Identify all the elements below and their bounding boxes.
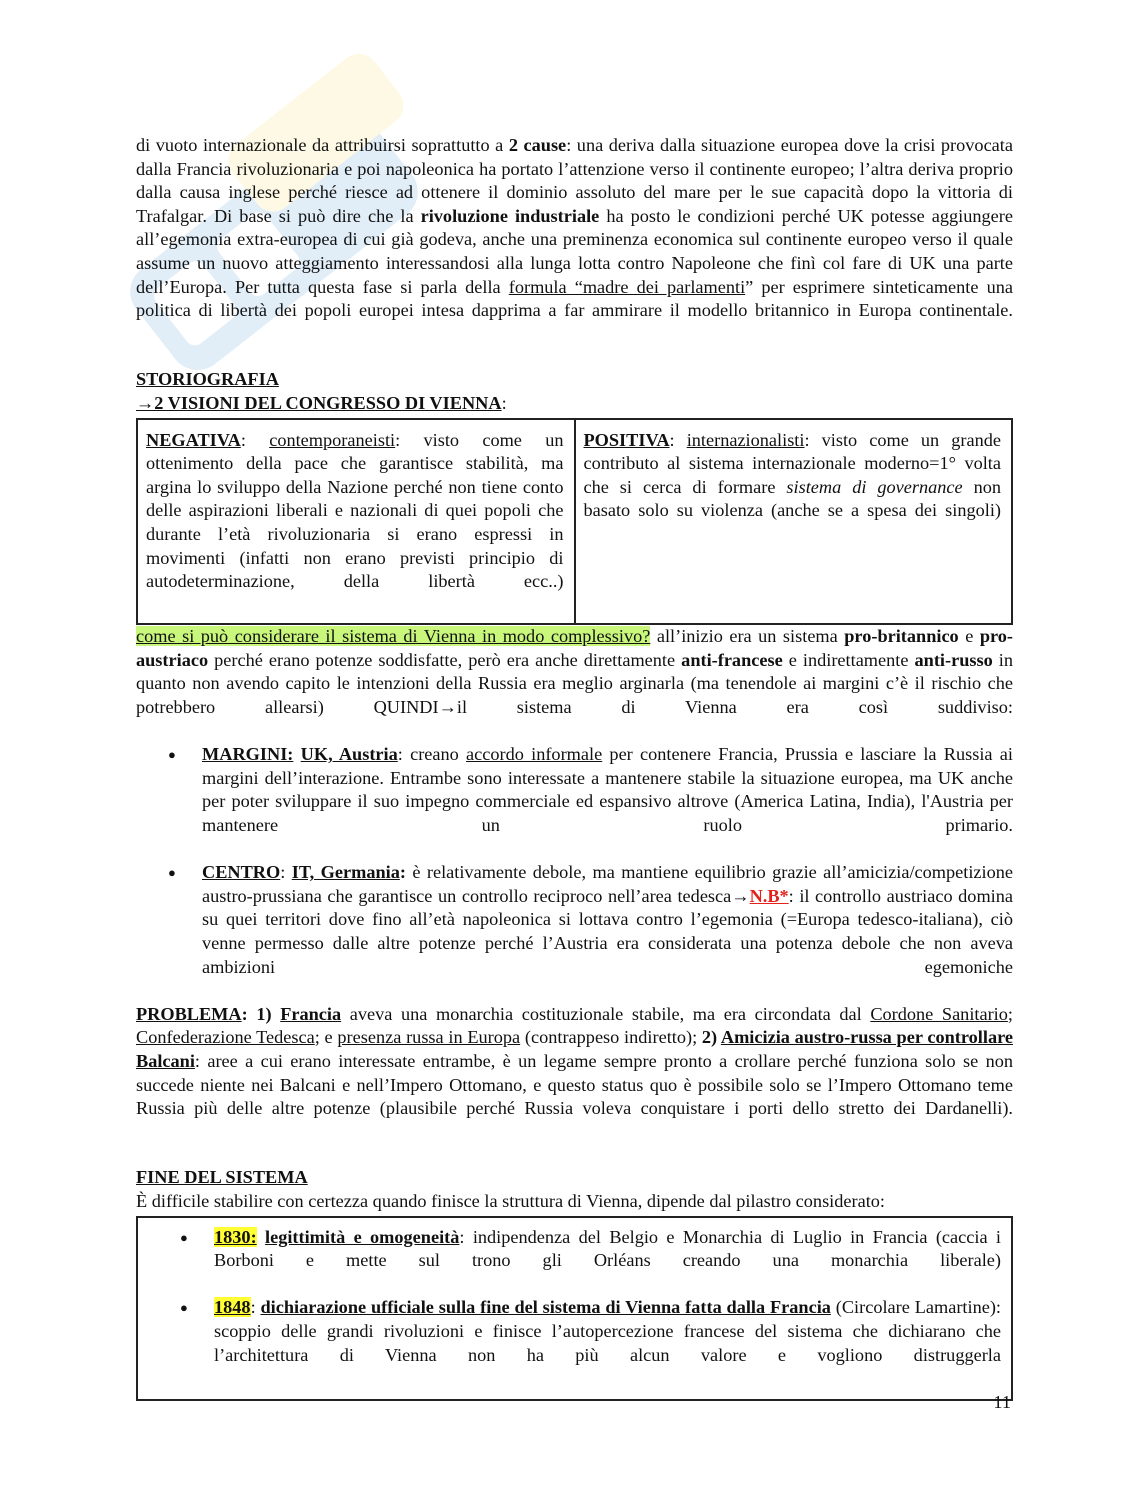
fine-list (148, 1226, 1001, 1391)
fine-box (136, 1216, 1013, 1401)
document-page (136, 134, 1013, 1401)
storiografia-subheading: →2 VISIONI DEL CONGRESSO DI VIENNA: (136, 392, 507, 413)
problema-paragraph: PROBLEMA: 1) Francia aveva una monarchia costituzionale stabile, ma era circondata dal Cordone Sanitario; Confederazione Tedesca; e presenza russa in Europa (contrappeso indiretto); 2) Amicizia austro-russa per controllare Balcani: aree a cui erano interessate entrambe, è un legame sempre pronto a crollare perché funziona solo se non succede niente nei Balcani e nell’Impero Ottomano, e questo status quo è possibile solo se l’Impero Ottomano teme Russia più delle altre potenze (plausibile perché Russia voleva conquistare i porti dello stretto dei Dardanelli). (136, 1003, 1013, 1119)
intro-paragraph: di vuoto internazionale da attribuirsi soprattutto a 2 cause: una deriva dalla situazione europea dove la crisi provocata dalla Francia rivoluzionaria e poi napoleonica ha portato l’attenzione verso il continente europeo; l’altra deriva proprio dalla causa inglese perché riesce ad ottenere il dominio assoluto del mare per le sue capacità dopo la vittoria di Trafalgar. Di base si può dire che la rivoluzione industriale ha posto le condizioni perché UK potesse aggiungere all’egemonia extra-europea di cui già godeva, anche una preminenza economica sul continente europeo verso il quale assume un nuovo atteggiamento interessandosi alla lunga lotta contro Napoleone che finì col fare di UK una parte dell’Europa. Per tutta questa fase si parla della formula “madre dei parlamenti” per esprimere sinteticamente una politica di libertà dei popoli europei intesa dapprima a far ammirare il modello britannico in Europa continentale. (136, 135, 1013, 321)
positiva-cell (575, 419, 1013, 625)
list-item-1848: ● 1848: dichiarazione ufficiale sulla fine del sistema di Vienna fatta dalla Francia (Circolare Lamartine): scoppio delle grandi rivoluzioni e finisce l’autopercezione francese del sistema che dichiarano che l’architettura di Vienna non ha più alcun valore e vogliono distruggerla (214, 1296, 1001, 1390)
negativa-text: NEGATIVA: contemporaneisti: visto come un ottenimento della pace che garantisce stabilità, ma argina lo sviluppo della Nazione perché non tiene conto delle aspirazioni liberali e nazionali di quei popoli che durante l’età rivoluzionaria si erano espressi in movimenti (infatti non erano previsti principio di autodeterminazione, della libertà ecc..) (146, 429, 564, 592)
vienna-paragraph: come si può considerare il sistema di Vienna in modo complessivo? all’inizio era un sistema pro-britannico e pro-austriaco perché erano potenze soddisfatte, però era anche direttamente anti-francese e indirettamente anti-russo in quanto non avendo capito le intenzioni della Russia era meglio arginarla (ma tenendole ai margini c’è il rischio che potrebbero allearsi) QUINDI→il sistema di Vienna era così suddiviso: (136, 626, 1013, 718)
list-item-1830: ● 1830: legittimità e omogeneità: indipendenza del Belgio e Monarchia di Luglio in Francia (caccia i Borboni e mette sul trono gli Orléans creando una monarchia liberale) (214, 1226, 1001, 1297)
comparison-table (136, 418, 1013, 626)
fine-intro: È difficile stabilire con certezza quando finisce la struttura di Vienna, dipende dal pilastro considerato: (136, 1190, 886, 1211)
storiografia-heading: STORIOGRAFIA (136, 369, 279, 390)
negativa-cell (137, 419, 575, 625)
list-item-margini: ● MARGINI: UK, Austria: creano accordo informale per contenere Francia, Prussia e lasciare la Russia ai margini dell’interazione. Entrambe sono interessate a mantenere stabile la situazione europea, ma UK anche per poter sviluppare il suo impegno commerciale ed espansivo altrove (America Latina, India), l'Austria per mantenere un ruolo primario. (202, 743, 1013, 861)
positiva-text: POSITIVA: internazionalisti: visto come un grande contributo al sistema internazionale moderno=1° volta che si cerca di formare sistema di governance non basato solo su violenza (anche se a spesa dei singoli) (583, 429, 1002, 521)
vienna-structure-list (136, 743, 1013, 1003)
fine-heading: FINE DEL SISTEMA (136, 1167, 308, 1188)
list-item-centro: ● CENTRO: IT, Germania: è relativamente debole, ma mantiene equilibrio grazie all’amicizia/competizione austro-prussiana che garantisce un controllo reciproco nell’area tedesca→N.B*: il controllo austriaco domina su quei territori dove fino all’età napoleonica si lottava contro l’egemonia (=Europa tedesco-italiana), ciò venne permesso dalle altre potenze perché l’Austria era considerata una potenza debole che non aveva ambizioni egemoniche (202, 861, 1013, 1003)
page-number: 11 (993, 1392, 1011, 1412)
